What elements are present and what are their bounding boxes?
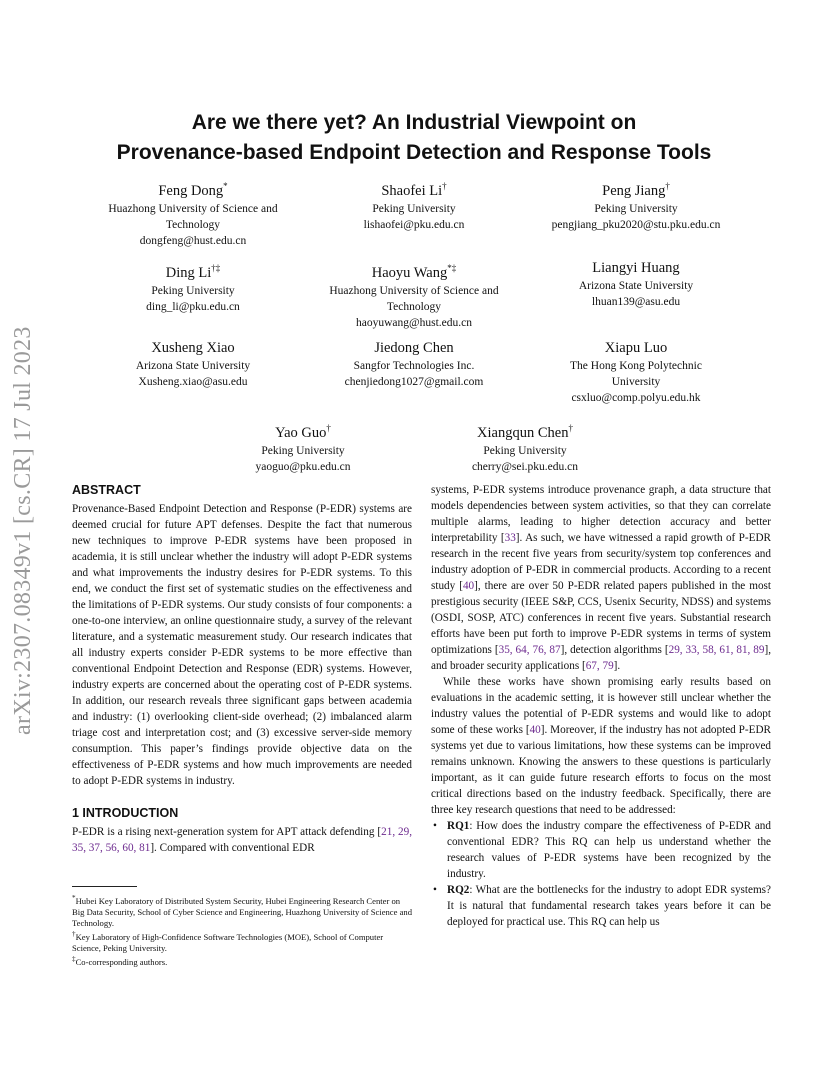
author-email[interactable]: csxluo@comp.polyu.edu.hk <box>571 392 701 404</box>
author-9 <box>516 338 756 406</box>
body-text: ]. Moreover, if the industry has not adopted P-EDR systems yet due to various limitations, how these systems can be improved remains unknown. Knowing the answers to these questions is particularly important, as it can guide future research efforts to focus on the most critical directions based on the industry feedback. Specifically, there are three key research questions that need to be addressed: <box>431 724 771 816</box>
footnote-mark: † <box>72 929 76 938</box>
author-email[interactable]: yaoguo@pku.edu.cn <box>255 460 351 473</box>
research-question-item <box>431 818 771 882</box>
author-email[interactable]: lhuan139@asu.edu <box>591 296 681 308</box>
affiliation-mark: †‡ <box>211 263 221 273</box>
bullet-icon: • <box>433 884 437 896</box>
author-2 <box>294 176 534 233</box>
author-name: Ding Li†‡ <box>165 263 221 281</box>
citation-link[interactable]: 29, 33, 58, 61, 81, 89 <box>668 644 765 656</box>
rq-text: : What are the bottlenecks for the industry to adopt EDR systems? It is natural that fundamental research takes years before it can be deployed for practical use. This RQ can help us <box>447 884 771 928</box>
author-name: Jiedong Chen <box>374 340 454 356</box>
body-text: ], and broader security applications [ <box>431 644 772 672</box>
footnote-mark: * <box>72 894 76 902</box>
author-email[interactable]: ding_li@pku.edu.cn <box>146 300 240 313</box>
bullet-icon: • <box>433 820 437 832</box>
author-affiliation: Arizona State University <box>135 360 251 372</box>
intro-text: ]. Compared with conventional EDR <box>150 842 315 854</box>
author-5 <box>294 258 534 331</box>
rq-label: RQ1 <box>447 820 470 832</box>
author-affiliation: Peking University <box>261 444 345 457</box>
author-email[interactable]: pengjiang_pku2020@stu.pku.edu.cn <box>551 218 721 231</box>
author-3 <box>516 176 756 233</box>
footnotes <box>72 893 412 968</box>
author-name: Haoyu Wang*‡ <box>371 263 457 281</box>
body-text: While these works have shown promising early results based on evaluations in the academic setting, it is however still unclear whether the industry values the potential of P-EDR systems and would like to adopt some of these works [ <box>431 676 771 736</box>
author-affiliation: Huazhong University of Science and <box>108 202 278 215</box>
body-text: systems, P-EDR systems introduce provenance graph, a data structure that models dependencies between system activities, so that they can correlate multiple alarms, leading to higher detection accuracy and better interpretability [ <box>431 484 771 544</box>
citation-link[interactable]: 35, 64, 76, 87 <box>498 644 561 656</box>
research-question-item <box>431 882 771 930</box>
author-email[interactable]: cherry@sei.pku.edu.cn <box>471 460 579 473</box>
author-affiliation: Peking University <box>594 202 678 215</box>
author-email[interactable]: chenjiedong1027@gmail.com <box>344 376 484 388</box>
citation-link[interactable]: 21, 29, 35, 37, 56, 60, 81 <box>72 826 413 854</box>
author-name: Xiapu Luo <box>604 340 668 356</box>
author-11 <box>405 418 645 475</box>
author-name: Shaofei Li† <box>381 181 447 199</box>
paper-title <box>0 108 828 168</box>
author-email[interactable]: Xusheng.xiao@asu.edu <box>138 376 248 388</box>
author-affiliation: The Hong Kong Polytechnic <box>570 360 702 372</box>
author-affiliation: Peking University <box>372 202 456 215</box>
intro-heading: 1 INTRODUCTION <box>72 806 179 820</box>
author-affiliation: Arizona State University <box>578 280 694 292</box>
author-affiliation: University <box>611 376 661 388</box>
author-name: Xiangqun Chen† <box>477 423 573 441</box>
abstract-text: Provenance-Based Endpoint Detection and Response (P-EDR) systems are deemed crucial for future APT defenses. Despite the fact that numerous new techniques to improve P-EDR systems have been proposed in academia, it is still unclear whether the industry will adopt P-EDR systems and what improvements the industry desires for P-EDR systems. To this end, we conduct the first set of systematic studies on the effectiveness and the limitations of P-EDR systems. Our study consists of four components: a one-to-one interview, an online questionnaire study, a survey of the relevant literature, and a systematic measurement study. Our research indicates that all industry experts consider P-EDR systems to be more effective than conventional Endpoint Detection and Response (EDR) systems. However, industry experts are concerned about the operating cost of P-EDR systems. In addition, our research reveals three significant gaps between academia and industry: (1) overlooking client-side overhead; (2) imbalanced alarm triage cost and interpretation cost; and (3) excessive server-side memory consumption. This paper’s findings provide objective data on the effectiveness of P-EDR systems and how much improvements are needed to adopt P-EDR systems in industry. <box>72 503 412 787</box>
author-affiliation: Technology <box>386 300 442 313</box>
affiliation-mark: † <box>665 181 670 191</box>
footnote-rule <box>72 886 137 887</box>
citation-link[interactable]: 67, 79 <box>585 660 614 672</box>
affiliation-mark: † <box>326 423 331 433</box>
body-text: ]. As such, we have witnessed a rapid growth of P-EDR research in the recent five years from security/system top conferences and industry adoption of P-EDR in commercial products. According to a recent study [ <box>431 532 771 592</box>
author-affiliation: Peking University <box>151 284 235 297</box>
affiliation-mark: *‡ <box>447 263 457 273</box>
affiliation-mark: † <box>568 423 573 433</box>
footnote-text: Key Laboratory of High-Confidence Software Technologies (MOE), School of Computer Science, Peking University. <box>72 931 384 953</box>
author-4 <box>73 258 313 315</box>
author-affiliation: Technology <box>165 218 221 231</box>
author-name: Liangyi Huang <box>592 260 680 276</box>
citation-link[interactable]: 33 <box>504 532 516 544</box>
author-email[interactable]: lishaofei@pku.edu.cn <box>363 218 465 231</box>
author-affiliation: Huazhong University of Science and <box>329 284 499 297</box>
affiliation-mark: † <box>442 181 447 191</box>
rq-label: RQ2 <box>447 884 470 896</box>
author-name: Peng Jiang† <box>602 181 670 199</box>
author-1 <box>73 176 313 249</box>
footnote-text: Co-corresponding authors. <box>75 956 168 967</box>
author-name: Feng Dong* <box>158 181 228 199</box>
author-name: Xusheng Xiao <box>151 340 235 356</box>
affiliation-mark: * <box>223 181 228 191</box>
author-6 <box>516 258 756 310</box>
body-text: ], detection algorithms [ <box>560 644 669 656</box>
author-email[interactable]: dongfeng@hust.edu.cn <box>139 234 247 247</box>
author-10 <box>183 418 423 475</box>
author-8 <box>294 338 534 390</box>
intro-paragraph-3 <box>431 674 771 818</box>
intro-text: P-EDR is a rising next-generation system for APT attack defending [ <box>72 826 382 838</box>
body-text: ], there are over 50 P-EDR related papers published in the most prestigious security (IEEE S&P, CCS, Usenix Security, NDSS) and systems (OSDI, SOSP, ATC) conferences in recent five years. Substantial research efforts have been put forth to improve P-EDR systems in terms of system optimizations [ <box>431 580 771 656</box>
body-text: ]. <box>613 660 621 672</box>
author-affiliation: Sangfor Technologies Inc. <box>353 360 475 372</box>
citation-link[interactable]: 40 <box>462 580 475 592</box>
intro-paragraph-2 <box>431 482 771 674</box>
footnote-mark: ‡ <box>72 954 76 963</box>
abstract-heading: ABSTRACT <box>72 483 141 497</box>
rq-text: : How does the industry compare the effectiveness of P-EDR and conventional EDR? This RQ can help us understand whether the research values of P-EDR systems have been recognized by the industry. <box>447 820 771 880</box>
citation-link[interactable]: 40 <box>529 724 541 736</box>
author-7 <box>73 338 313 390</box>
author-affiliation: Peking University <box>483 444 567 457</box>
footnote-text: Hubei Key Laboratory of Distributed System Security, Hubei Engineering Research Center on Big Data Security, School of Cyber Science and Engineering, Huazhong University of Science and Technology. <box>72 895 412 928</box>
author-name: Yao Guo† <box>275 423 331 441</box>
intro-paragraph-1 <box>72 824 412 856</box>
footnote <box>72 929 412 954</box>
author-email[interactable]: haoyuwang@hust.edu.cn <box>356 316 472 329</box>
title-line-2: Provenance-based Endpoint Detection and Response Tools <box>116 141 712 164</box>
left-column <box>72 482 412 856</box>
footnote <box>72 893 412 929</box>
right-column <box>431 482 771 930</box>
research-question-list <box>431 818 771 930</box>
arxiv-identifier: arXiv:2307.08349v1 [cs.CR] 17 Jul 2023 <box>10 326 36 735</box>
title-line-1: Are we there yet? An Industrial Viewpoint on <box>191 111 637 134</box>
footnote <box>72 954 412 968</box>
